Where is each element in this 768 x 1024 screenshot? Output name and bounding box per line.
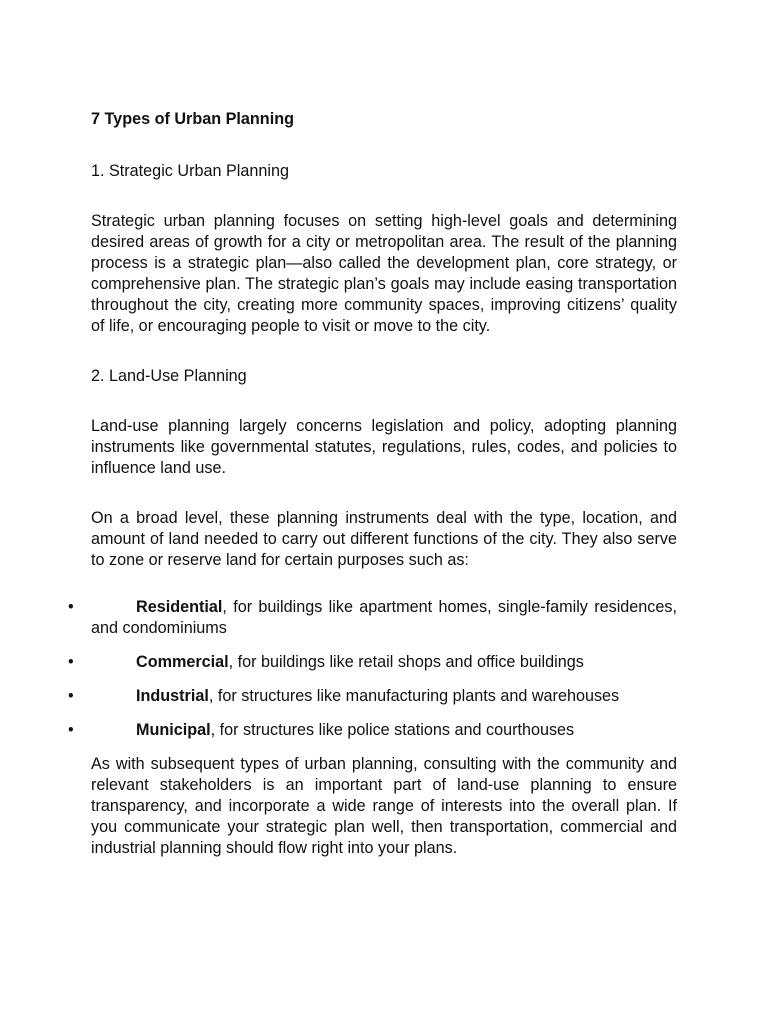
list-item: [68, 686, 677, 707]
bullet-text: , for structures like manufacturing plants and warehouses: [208, 687, 620, 705]
bullet-term: Commercial: [136, 653, 229, 671]
paragraph-land-use-intro: Land-use planning largely concerns legislation and policy, adopting planning instruments like governmental statutes, regulations, rules, codes, and policies to influence land use.: [91, 417, 677, 477]
bullet-text: , for buildings like apartment homes, single-family residences, and condominiums: [91, 598, 677, 637]
section-heading-strategic: 1. Strategic Urban Planning: [91, 162, 289, 180]
bullet-icon: •: [68, 721, 74, 739]
list-item: [68, 652, 677, 673]
bullet-icon: •: [68, 653, 74, 671]
section-heading-land-use: 2. Land-Use Planning: [91, 367, 247, 385]
paragraph-land-use-closing: As with subsequent types of urban planning, consulting with the community and relevant stakeholders is an important part of land-use planning to ensure transparency, and incorporate a wide range of interests into the overall plan. If you communicate your strategic plan well, then transportation, commercial and industrial planning should flow right into your plans.: [91, 755, 677, 857]
bullet-text: , for buildings like retail shops and office buildings: [228, 653, 584, 671]
zoning-bullet-list: [68, 597, 677, 741]
bullet-term: Residential: [136, 598, 223, 616]
bullet-term: Municipal: [136, 721, 211, 739]
bullet-term: Industrial: [136, 687, 209, 705]
paragraph-land-use-broad: On a broad level, these planning instruments deal with the type, location, and amount of land needed to carry out different functions of the city. They also serve to zone or reserve land for certain purposes such as:: [91, 509, 677, 569]
document-page: [68, 109, 677, 888]
bullet-icon: •: [68, 687, 74, 705]
document-title: 7 Types of Urban Planning: [91, 110, 294, 128]
list-item: [68, 720, 677, 741]
bullet-icon: •: [68, 598, 74, 616]
paragraph-strategic: Strategic urban planning focuses on setting high-level goals and determining desired areas of growth for a city or metropolitan area. The result of the planning process is a strategic plan—also called the development plan, core strategy, or comprehensive plan. The strategic plan’s goals may include easing transportation throughout the city, creating more community spaces, improving citizens’ quality of life, or encouraging people to visit or move to the city.: [91, 212, 677, 335]
list-item: [68, 597, 677, 639]
bullet-text: , for structures like police stations and courthouses: [210, 721, 575, 739]
